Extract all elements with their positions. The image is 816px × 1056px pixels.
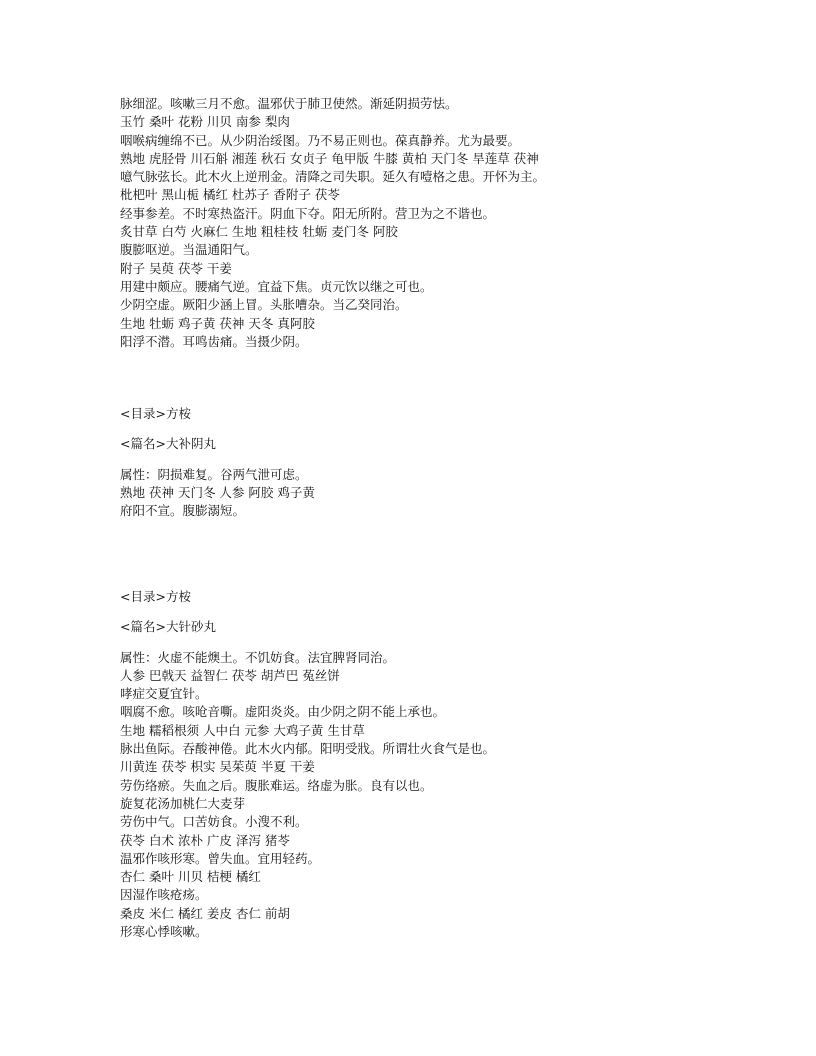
text-line: 用建中颇应。腰痛气逆。宜益下焦。贞元饮以继之可也。 (120, 278, 433, 294)
text-line: 川黄连 茯苓 枳实 吴茱萸 半夏 干姜 (120, 759, 315, 775)
text-line: 劳伤中气。口苦妨食。小溲不利。 (120, 814, 308, 830)
section-3 (120, 588, 760, 941)
text-line: 生地 糯稻根须 人中白 元参 大鸡子黄 生甘草 (120, 722, 365, 738)
text-line: 阳浮不潜。耳鸣齿痛。当摄少阴。 (120, 333, 308, 349)
text-line: 哮症交夏宜针。 (120, 686, 208, 702)
text-line: 桑皮 米仁 橘红 姜皮 杏仁 前胡 (120, 905, 290, 921)
catalog-heading: <目录>方桉 (120, 406, 191, 421)
catalog-heading: <目录>方桉 (120, 589, 191, 604)
text-line: 熟地 茯神 天门冬 人参 阿胶 鸡子黄 (120, 484, 315, 500)
text-line: 属性：阴损难复。谷两气泄可虑。 (120, 466, 308, 482)
section-1 (120, 95, 760, 351)
text-line: 人参 巴戟天 益智仁 茯苓 胡芦巴 菟丝饼 (120, 667, 340, 683)
text-line: 府阳不宣。腹膨溺短。 (120, 503, 246, 519)
text-line: 属性：火虚不能燠土。不饥妨食。法宜脾肾同治。 (120, 649, 396, 665)
text-line: 因湿作咳疮疡。 (120, 887, 208, 903)
text-line: 炙甘草 白芍 火麻仁 生地 粗桂枝 牡蛎 麦门冬 阿胶 (120, 224, 398, 240)
text-line: 熟地 虎胫骨 川石斛 湘莲 秋石 女贞子 龟甲版 牛膝 黄柏 天门冬 旱莲草 茯神 (120, 150, 539, 166)
text-line: 茯苓 白术 浓朴 广皮 泽泻 猪苓 (120, 832, 290, 848)
section-2 (120, 405, 760, 520)
text-line: 旋复花汤加桃仁大麦芽 (120, 795, 246, 811)
text-line: 杏仁 桑叶 川贝 桔梗 橘红 (120, 869, 261, 885)
text-line: 咽喉病缠绵不已。从少阴治绥图。乃不易正则也。葆真静养。尤为最要。 (120, 132, 521, 148)
text-line: 形寒心悸咳嗽。 (120, 924, 208, 940)
chapter-title: <篇名>大补阴丸 (120, 436, 216, 452)
text-line: 少阴空虚。厥阳少涵上冒。头胀嘈杂。当乙癸同治。 (120, 297, 408, 313)
text-line: 生地 牡蛎 鸡子黄 茯神 天冬 真阿胶 (120, 315, 315, 331)
text-line: 劳伤络瘀。失血之后。腹胀难运。络虚为胀。良有以也。 (120, 777, 433, 793)
text-line: 脉细涩。咳嗽三月不愈。温邪伏于肺卫使然。渐延阴损劳怯。 (120, 96, 458, 111)
text-line: 咽腐不愈。咳呛音嘶。虚阳炎炎。由少阴之阴不能上承也。 (120, 704, 446, 720)
text-line: 玉竹 桑叶 花粉 川贝 南参 梨肉 (120, 114, 290, 130)
chapter-title: <篇名>大针砂丸 (120, 619, 216, 635)
text-line: 附子 吴萸 茯苓 干姜 (120, 260, 232, 276)
text-line: 温邪作咳形寒。曾失血。宜用轻药。 (120, 850, 321, 866)
text-line: 经事参差。不时寒热盗汗。阴血下夺。阳无所附。营卫为之不谐也。 (120, 205, 496, 221)
text-line: 枇杷叶 黑山栀 橘红 杜苏子 香附子 茯苓 (120, 187, 340, 203)
text-line: 脉出鱼际。吞酸神倦。此木火内郁。阳明受戕。所谓壮火食气是也。 (120, 741, 496, 757)
text-line: 腹膨呕逆。当温通阳气。 (120, 242, 258, 258)
text-line: 噫气脉弦长。此木火上逆刑金。清降之司失职。延久有噎格之患。开怀为主。 (120, 169, 546, 185)
